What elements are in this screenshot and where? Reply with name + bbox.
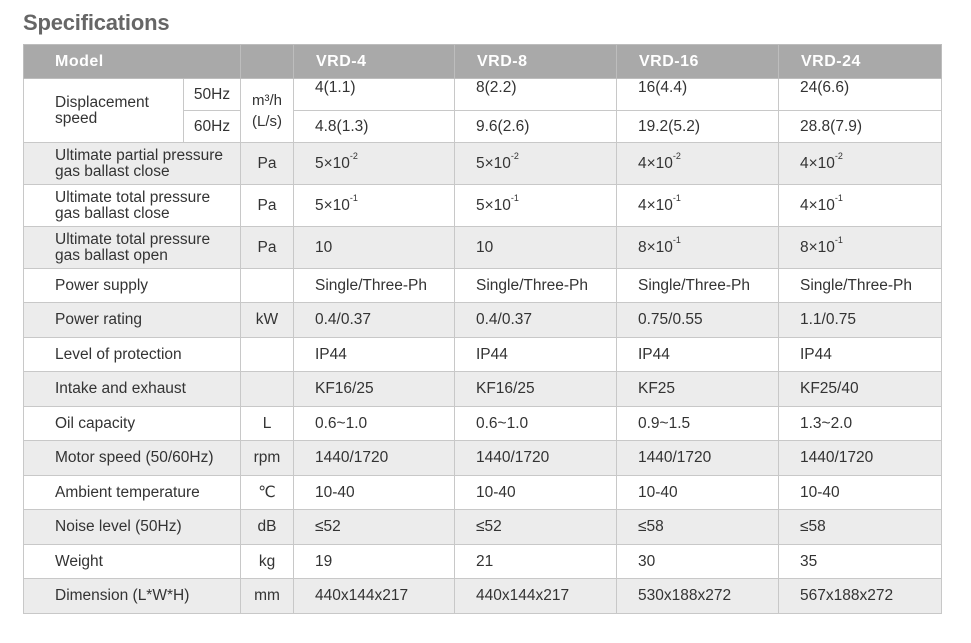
unit-label [241,269,294,303]
value-cell: $5\times 10^{-1}$ [294,185,455,227]
unit-label: m³/h (L/s) [241,79,294,143]
value-cell: 0.75/0.55 [617,303,779,338]
value-cell: $4\times 10^{-1}$ [617,185,779,227]
param-label: Oil capacity [24,407,241,441]
value-cell: 1.1/0.75 [779,303,942,338]
value-cell: 0.6~1.0 [455,407,617,441]
value-cell: 1440/1720 [294,441,455,476]
value-cell: 19.2(5.2) [617,111,779,143]
unit-label: Pa [241,143,294,185]
value-cell: KF25 [617,372,779,407]
param-label: Motor speed (50/60Hz) [24,441,241,476]
param-label: Ambient temperature [24,476,241,510]
value-cell: 10-40 [779,476,942,510]
param-label: Level of protection [24,338,241,372]
value-cell: $4\times 10^{-1}$ [779,185,942,227]
value-cell: Single/Three-Ph [455,269,617,303]
param-label: Weight [24,545,241,579]
value-cell: KF16/25 [455,372,617,407]
value-cell: $5\times 10^{-2}$ [294,143,455,185]
value-cell: Single/Three-Ph [617,269,779,303]
table-row [24,185,942,227]
param-label: Noise level (50Hz) [24,510,241,545]
table-row [24,545,942,579]
value-cell: Single/Three-Ph [294,269,455,303]
value-cell: Single/Three-Ph [779,269,942,303]
table-row [24,143,942,185]
value-cell: ≤52 [294,510,455,545]
value-cell: 10 [294,227,455,269]
value-cell: 10-40 [294,476,455,510]
value-cell: 0.4/0.37 [294,303,455,338]
value-cell: 0.4/0.37 [455,303,617,338]
value-cell: $5\times 10^{-2}$ [455,143,617,185]
value-cell: IP44 [455,338,617,372]
unit-label [241,372,294,407]
table-row [24,579,942,614]
value-cell: 4.8(1.3) [294,111,455,143]
table-row [24,476,942,510]
table-row [24,269,942,303]
unit-label: rpm [241,441,294,476]
value-cell: 8(2.2) [455,79,617,111]
value-cell: 530x188x272 [617,579,779,614]
value-cell: IP44 [294,338,455,372]
header-model-name: VRD-8 [455,45,617,79]
param-label: Intake and exhaust [24,372,241,407]
unit-label: Pa [241,185,294,227]
value-cell: 30 [617,545,779,579]
value-cell: IP44 [617,338,779,372]
value-cell: ≤58 [779,510,942,545]
value-cell: 9.6(2.6) [455,111,617,143]
value-cell: 0.9~1.5 [617,407,779,441]
header-model-name: VRD-16 [617,45,779,79]
table-row [24,510,942,545]
value-cell: $4\times 10^{-2}$ [617,143,779,185]
page-title: Specifications [23,10,170,35]
unit-label: ℃ [241,476,294,510]
value-cell: 10 [455,227,617,269]
table-row [24,303,942,338]
specifications-table [23,44,942,614]
table-row [24,227,942,269]
param-label: Ultimate total pressure gas ballast close [24,185,241,227]
value-cell: 10-40 [455,476,617,510]
param-label: Ultimate partial pressure gas ballast close [24,143,241,185]
value-cell: 440x144x217 [294,579,455,614]
value-cell: KF16/25 [294,372,455,407]
table-row [24,441,942,476]
value-cell: $5\times 10^{-1}$ [455,185,617,227]
value-cell: 567x188x272 [779,579,942,614]
unit-label: dB [241,510,294,545]
table-row [24,338,942,372]
value-cell: 1.3~2.0 [779,407,942,441]
table-row [24,372,942,407]
header-model-name: VRD-24 [779,45,942,79]
value-cell: 1440/1720 [779,441,942,476]
param-label: Power rating [24,303,241,338]
header-model: Model [24,45,241,79]
value-cell: 0.6~1.0 [294,407,455,441]
param-label: Displacement speed [24,79,184,143]
value-cell: 440x144x217 [455,579,617,614]
value-cell: IP44 [779,338,942,372]
unit-label: L [241,407,294,441]
param-label: Dimension (L*W*H) [24,579,241,614]
value-cell: 10-40 [617,476,779,510]
unit-label [241,338,294,372]
unit-label: Pa [241,227,294,269]
frequency-label: 50Hz [184,79,241,111]
value-cell: 19 [294,545,455,579]
table-row [24,79,942,111]
value-cell: 21 [455,545,617,579]
value-cell: KF25/40 [779,372,942,407]
value-cell: 35 [779,545,942,579]
unit-label: kg [241,545,294,579]
header-row [24,45,942,79]
unit-label: mm [241,579,294,614]
value-cell: $4\times 10^{-2}$ [779,143,942,185]
value-cell: $8\times 10^{-1}$ [779,227,942,269]
value-cell: 16(4.4) [617,79,779,111]
table-row [24,407,942,441]
param-label: Power supply [24,269,241,303]
value-cell: $8\times 10^{-1}$ [617,227,779,269]
value-cell: 4(1.1) [294,79,455,111]
value-cell: ≤58 [617,510,779,545]
value-cell: ≤52 [455,510,617,545]
value-cell: 1440/1720 [455,441,617,476]
value-cell: 1440/1720 [617,441,779,476]
value-cell: 24(6.6) [779,79,942,111]
header-model-name: VRD-4 [294,45,455,79]
param-label: Ultimate total pressure gas ballast open [24,227,241,269]
unit-label: kW [241,303,294,338]
header-unit [241,45,294,79]
frequency-label: 60Hz [184,111,241,143]
value-cell: 28.8(7.9) [779,111,942,143]
